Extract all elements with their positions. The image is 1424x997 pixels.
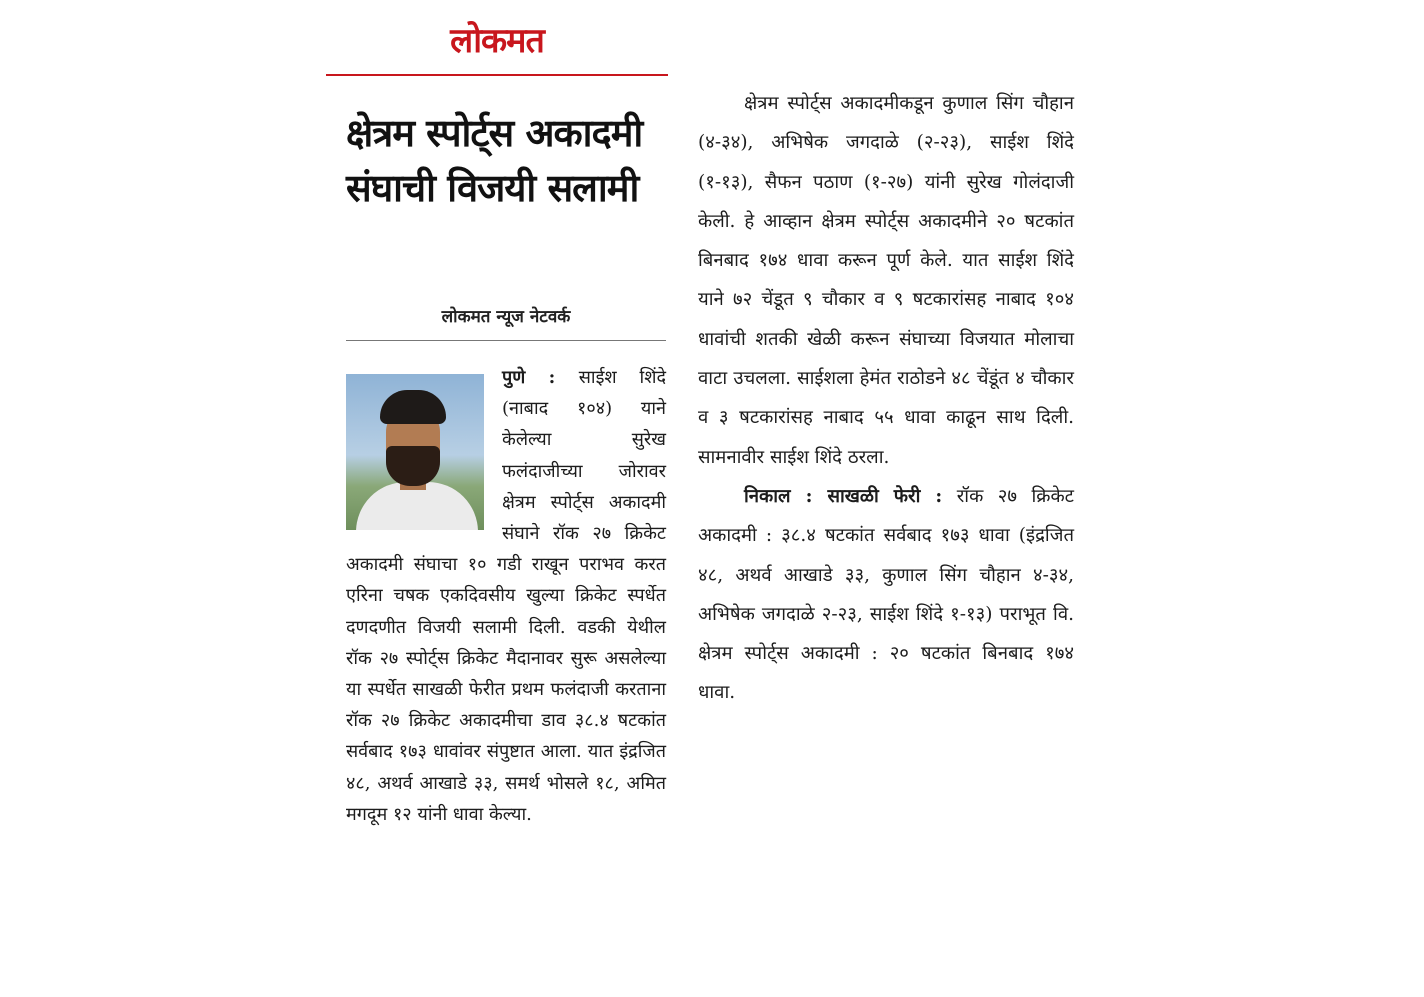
article-byline: लोकमत न्यूज नेटवर्क [441, 307, 571, 327]
player-photo [346, 374, 484, 530]
byline-divider [346, 340, 666, 341]
newspaper-masthead [326, 16, 668, 78]
article-headline: क्षेत्रम स्पोर्ट्स अकादमी संघाची विजयी सलामी [346, 111, 643, 210]
result-text: रॉक २७ क्रिकेट अकादमी : ३८.४ षटकांत सर्वबाद १७३ धावा (इंद्रजित ४८, अथर्व आखाडे ३३, कुणाल सिंग चौहान ४-३४, अभिषेक जगदाळे २-२३, साईश शिंदे १-१३) पराभूत वि. क्षेत्रम स्पोर्ट्स अकादमी : २० षटकांत बिनबाद १७४ धावा. [698, 485, 1074, 704]
article-paragraph-result [698, 477, 1074, 713]
article-dateline: पुणे [502, 367, 526, 388]
article-right-column [698, 84, 1074, 713]
masthead-rule [326, 74, 668, 76]
lokmat-logo: लोकमत [450, 21, 544, 61]
result-label: निकाल : साखळी फेरी : [744, 485, 943, 507]
dateline-separator: : [525, 367, 579, 388]
article-paragraph-bowling: क्षेत्रम स्पोर्ट्स अकादमीकडून कुणाल सिंग चौहान (४-३४), अभिषेक जगदाळे (२-२३), साईश शिंदे (१-१३), सैफन पठाण (१-२७) यांनी सुरेख गोलंदाजी केली. हे आव्हान क्षेत्रम स्पोर्ट्स अकादमीने २० षटकांत बिनबाद १७४ धावा करून पूर्ण केले. यात साईश शिंदे याने ७२ चेंडूत ९ चौकार व ९ षटकारांसह नाबाद १०४ धावांची शतकी खेळी करून संघाच्या विजयात मोलाचा वाटा उचलला. साईशला हेमंत राठोडने ४८ चेंडूंत ४ चौकार व ३ षटकारांसह नाबाद ५५ धावा काढून साथ दिली. सामनावीर साईश शिंदे ठरला. [698, 93, 1074, 468]
article-left-column [346, 362, 666, 830]
article-left-body: साईश शिंदे (नाबाद १०४) याने केलेल्या सुरेख फलंदाजीच्या जोरावर क्षेत्रम स्पोर्ट्स अकादमी संघाने रॉक २७ क्रिकेट अकादमी संघाचा १० गडी राखून पराभव करत एरिना चषक एकदिवसीय खुल्या क्रिकेट स्पर्धेत दणदणीत विजयी सलामी दिली. वडकी येथील रॉक २७ स्पोर्ट्स क्रिकेट मैदानावर सुरू असलेल्या या स्पर्धेत साखळी फेरीत प्रथम फलंदाजी करताना रॉक २७ क्रिकेट अकादमीचा डाव ३८.४ षटकांत सर्वबाद १७३ धावांवर संपुष्टात आला. यात इंद्रजित ४८, अथर्व आखाडे ३३, समर्थ भोसले १८, अमित मगदूम १२ यांनी धावा केल्या. [346, 367, 666, 825]
photo-beard [386, 446, 440, 486]
photo-hair [380, 390, 446, 424]
